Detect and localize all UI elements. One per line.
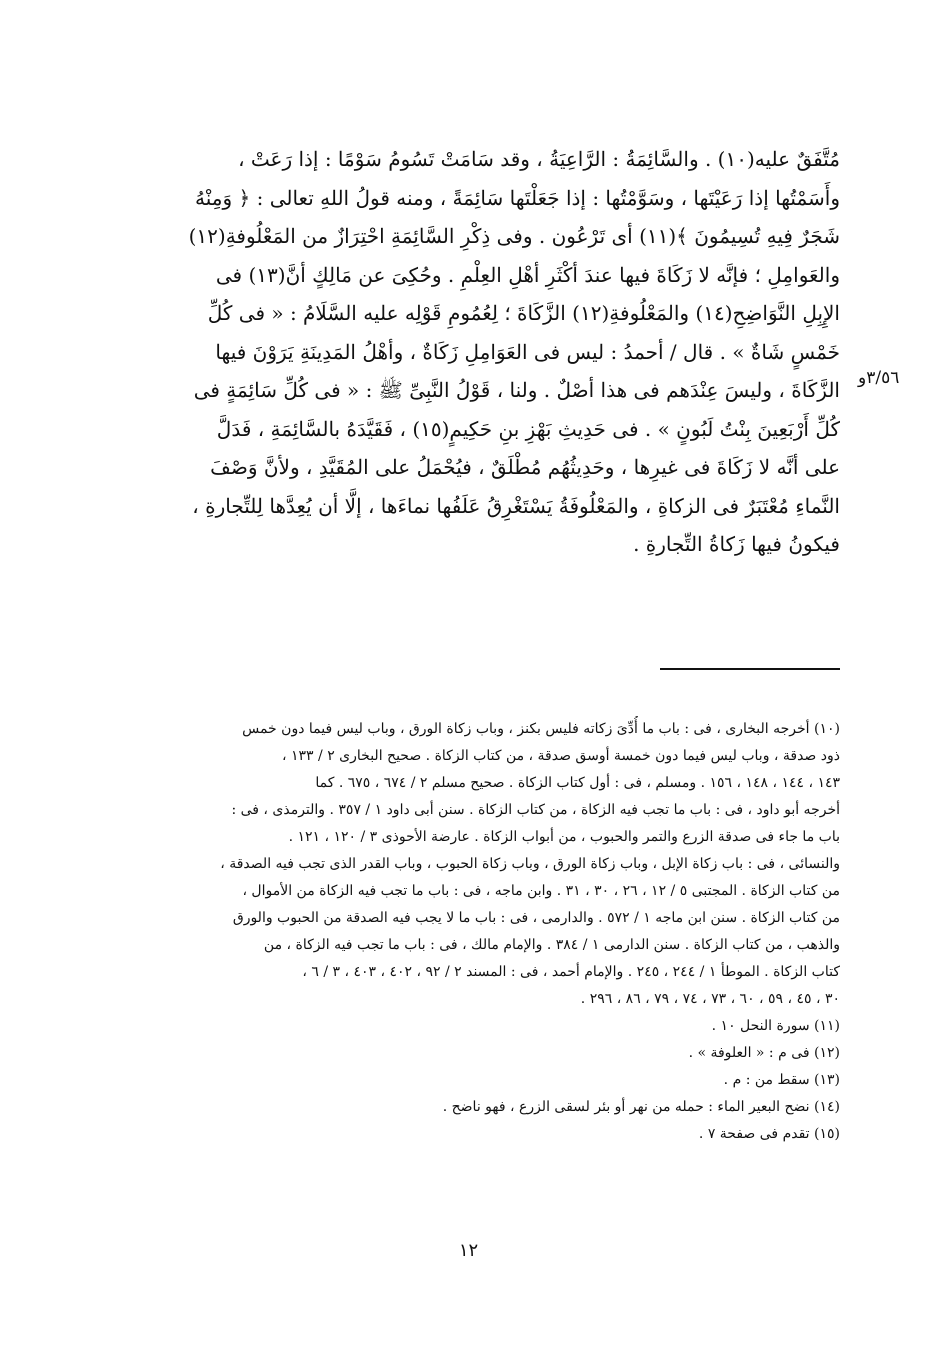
footnotes-block [150, 716, 840, 1148]
main-text-line: وأَسَمْتُها إذا رَعَيْتَها ، وسَوَّمْتُها : إذا جَعَلْتَها سَائِمَةً ، ومنه قولُ اللهِ تعالى : ﴿ وَمِنْهُ [195, 185, 840, 210]
footnote-line: (١٤) نضح البعير الماء : حمله من نهر أو بئر لسقى الزرع ، فهو ناضح . [442, 1099, 840, 1115]
footnote-line: من كتاب الزكاة . المجتبى ٥ / ١٢ ، ٢٦ ، ٣٠ ، ٣١ . وابن ماجه ، فى : باب ما تجب فيه الزكاة من الأموال ، [242, 883, 840, 899]
footnote-line: ١٤٣ ، ١٤٤ ، ١٤٨ ، ١٥٦ . ومسلم ، فى : أول كتاب الزكاة . صحيح مسلم ٢ / ٦٧٤ ، ٦٧٥ . كما [315, 775, 840, 791]
footnote-line: باب ما جاء فى صدقة الزرع والتمر والحبوب ، من أبواب الزكاة . عارضة الأحوذى ٣ / ١٢٠ ، ١٢١ . [288, 829, 840, 845]
footnote-line: (١٠) أخرجه البخارى ، فى : باب ما أُدِّىَ زكاته فليس بكنز ، وباب زكاة الورق ، وباب ليس فيما دون خمس [242, 721, 840, 737]
footnote-line: (١٣) سقط من : م . [723, 1072, 840, 1088]
footnote-line: (١٥) تقدم فى صفحة ٧ . [698, 1126, 840, 1142]
main-text-line: الإِبِلِ النَّوَاضِحِ(١٤) والمَعْلُوفةِ(١٢) الزَّكَاةَ ؛ لِعُمُومِ قَوْلِه عليه السَّلَامُ : « فى كُلِّ [207, 301, 840, 325]
margin-manuscript-reference: ٣/٥٦و [858, 368, 900, 388]
footnote-line: (١٢) فى م : « العلوفة » . [688, 1045, 840, 1061]
main-text-line: مُتَّفَقٌ عليه(١٠) . والسَّائِمَةُ : الرَّاعِيَةُ ، وقد سَامَتْ تَسُومُ سَوْمًا : إذا رَعَتْ ، [238, 147, 840, 171]
main-text-line: شَجَرٌ فِيهِ تُسِيمُونَ ﴾(١١) أى تَرْعُون . وفى ذِكْرِ السَّائِمَةِ احْتِرَازٌ من المَعْلُوفةِ(١٢) [188, 224, 840, 248]
footnote-line: (١١) سورة النحل ١٠ . [711, 1018, 840, 1034]
footnote-line: ٣٠ ، ٤٥ ، ٥٩ ، ٦٠ ، ٧٣ ، ٧٤ ، ٧٩ ، ٨٦ ، ٢٩٦ . [580, 991, 840, 1007]
main-text-block [150, 140, 840, 564]
footnote-separator [660, 668, 840, 670]
main-text-line: كُلِّ أَرْبَعِينَ بِنْتُ لَبُونٍ » . فى حَدِيثِ بَهْزِ بنِ حَكِيمٍ(١٥) ، فَقَيَّدَهُ بالسَّائِمَةِ ، فَدَلَّ [216, 416, 840, 441]
footnote-line: كتاب الزكاة . الموطأ ١ / ٢٤٤ ، ٢٤٥ . والإمام أحمد ، فى : المسند ٢ / ٩٢ ، ٤٠٢ ، ٤٠٣ ، ٣ / ٦ ، [302, 964, 840, 980]
main-text-line: الزَّكَاةَ ، وليسَ عِنْدَهم فى هذا أصْلٌ . ولنا ، قَوْلُ النَّبِىِّ ﷺ : « فى كُلِّ سَائِمَةٍ فى [193, 378, 840, 402]
footnote-line: والنسائى ، فى : باب زكاة الإبل ، وباب زكاة الورق ، وباب زكاة الحبوب ، وباب القدر الذى تجب فيه الصدقة ، [220, 856, 840, 872]
footnote-line: ذود صدقة ، وباب ليس فيما دون خمسة أوسق صدقة ، من كتاب الزكاة . صحيح البخارى ٢ / ١٣٣ ، [282, 748, 840, 764]
page-number: ١٢ [458, 1240, 479, 1261]
main-text-line: فيكونُ فيها زَكاةُ التِّجارةِ . [633, 532, 840, 556]
footnote-line: والذهب ، من كتاب الزكاة . سنن الدارمى ١ / ٣٨٤ . والإمام مالك ، فى : باب ما تجب فيه الزكاة ، من [263, 937, 840, 953]
main-text-line: النَّماءِ مُعْتَبَرٌ فى الزكاةِ ، والمَعْلُوفَةُ يَسْتَغْرِقُ عَلَفُها نماءَها ، إلَّا أن يُعِدَّها لِلتِّجارةِ ، [192, 493, 840, 518]
main-text-line: على أنَّه لا زَكَاةَ فى غيرِها ، وحَدِيثُهُم مُطْلَقٌ ، فيُحْمَلُ على المُقَيَّدِ ، ولأنَّ وَصْفَ [210, 455, 840, 479]
main-text-line: والعَوامِلِ ؛ فإنَّه لا زَكَاةَ فيها عندَ أكْثَرِ أهْلِ العِلْمِ . وحُكِىَ عن مَالِكٍ أنَّ(١٣) فى [215, 262, 840, 287]
main-text-line: خَمْسٍ شَاةٌ » . قال / أحمدُ : ليس فى العَوَامِلِ زَكَاةٌ ، وأهْلُ المَدِينَةِ يَرَوْنَ فيها [215, 339, 840, 364]
footnote-line: أخرجه أبو داود ، فى : باب ما تجب فيه الزكاة ، من كتاب الزكاة . سنن أبى داود ١ / ٣٥٧ . والترمذى ، فى : [231, 802, 840, 818]
footnote-line: من كتاب الزكاة . سنن ابن ماجه ١ / ٥٧٢ . والدارمى ، فى : باب ما لا يجب فيه الصدقة من الحبوب والورق [232, 910, 840, 926]
